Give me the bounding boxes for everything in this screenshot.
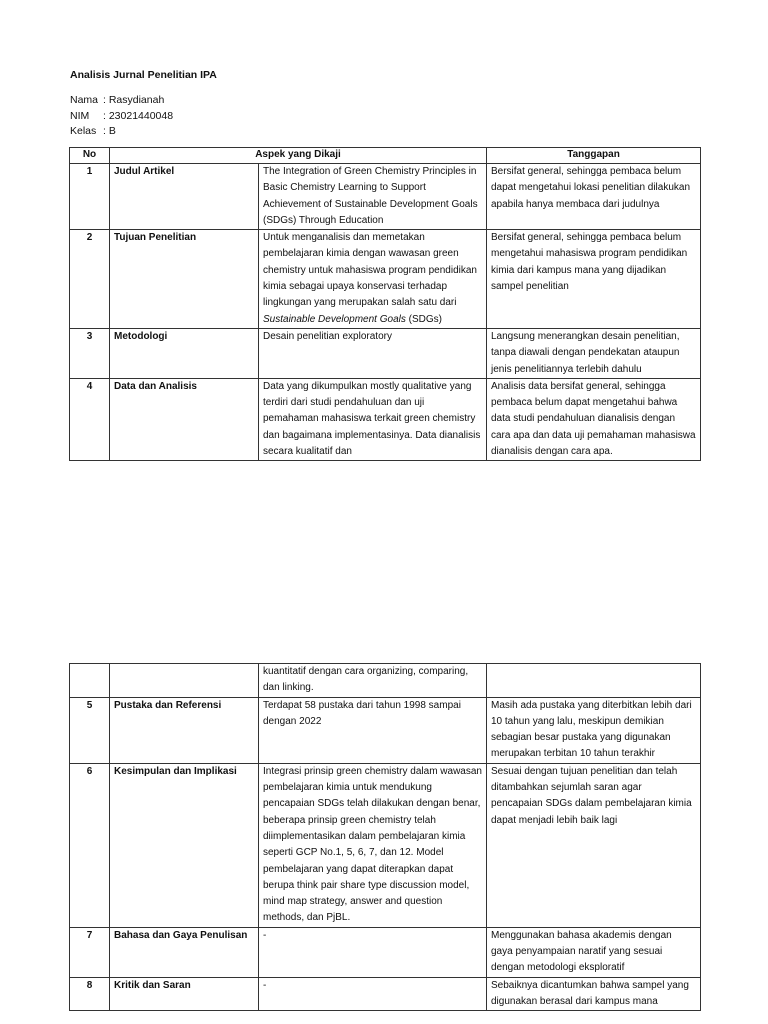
- row-number: 7: [70, 927, 110, 977]
- row-aspect: [110, 664, 259, 698]
- row-aspect: Metodologi: [110, 328, 259, 378]
- row-response: Bersifat general, sehingga pembaca belum dapat mengetahui lokasi penelitian dilakukan apabila hanya membaca dari judulnya: [487, 164, 701, 230]
- analysis-table: [69, 147, 701, 461]
- row-response: Langsung menerangkan desain penelitian, tanpa diawali dengan pendekatan ataupun jenis penelitiannya terlebih dahulu: [487, 328, 701, 378]
- table-header-row: [70, 148, 701, 164]
- info-label: Kelas: [70, 125, 97, 137]
- row-number: 3: [70, 328, 110, 378]
- table-row: [70, 164, 701, 230]
- row-number: 1: [70, 164, 110, 230]
- row-content: kuantitatif dengan cara organizing, comparing, dan linking.: [259, 664, 487, 698]
- row-content: -: [259, 977, 487, 1011]
- row-number: 2: [70, 230, 110, 329]
- table-row: [70, 230, 701, 329]
- info-row-kelas: [70, 124, 173, 140]
- row-response: [487, 664, 701, 698]
- header-tanggapan: Tanggapan: [487, 148, 701, 164]
- table-row: [70, 664, 701, 698]
- row-number: 4: [70, 378, 110, 460]
- student-info: [70, 93, 173, 140]
- info-value: : Rasydianah: [103, 94, 165, 106]
- row-aspect: Bahasa dan Gaya Penulisan: [110, 927, 259, 977]
- row-aspect: Data dan Analisis: [110, 378, 259, 460]
- info-label: Nama: [70, 94, 99, 106]
- row-aspect: Tujuan Penelitian: [110, 230, 259, 329]
- table-row: [70, 977, 701, 1011]
- table-row: [70, 763, 701, 927]
- row-response: Sesuai dengan tujuan penelitian dan telah ditambahkan sejumlah saran agar pencapaian SDGs dalam pembelajaran kimia dapat menjadi lebih baik lagi: [487, 763, 701, 927]
- row-number: [70, 664, 110, 698]
- row-response: Menggunakan bahasa akademis dengan gaya penyampaian naratif yang sesuai dengan metodologi eksploratif: [487, 927, 701, 977]
- info-value: : B: [103, 125, 116, 137]
- header-no: No: [70, 148, 110, 164]
- row-aspect: Kesimpulan dan Implikasi: [110, 763, 259, 927]
- info-row-nim: [70, 109, 173, 125]
- table-row: [70, 927, 701, 977]
- header-aspek: Aspek yang Dikaji: [110, 148, 487, 164]
- row-content: -: [259, 927, 487, 977]
- document-title: Analisis Jurnal Penelitian IPA: [70, 69, 217, 81]
- row-response: Masih ada pustaka yang diterbitkan lebih dari 10 tahun yang lalu, meskipun demikian sebagian besar pustaka yang digunakan merupakan terbitan 10 tahun terakhir: [487, 697, 701, 763]
- row-content: The Integration of Green Chemistry Principles in Basic Chemistry Learning to Support Achievement of Sustainable Development Goals (SDGs) Through Education: [259, 164, 487, 230]
- info-row-nama: [70, 93, 173, 109]
- row-content: Desain penelitian exploratory: [259, 328, 487, 378]
- row-content-text: (SDGs): [405, 313, 442, 325]
- row-response: Analisis data bersifat general, sehingga pembaca belum dapat mengetahui bahwa data studi pendahuluan dianalisis dengan cara apa dan data uji pemahaman mahasiswa dianalisis dengan cara apa.: [487, 378, 701, 460]
- row-content-italic: Sustainable Development Goals: [263, 313, 406, 325]
- row-content: Data yang dikumpulkan mostly qualitative yang terdiri dari studi pendahuluan dan uji pemahaman mahasiswa terkait green chemistry dan bagaimana implementasinya. Data dianalisis secara kualitatif dan: [259, 378, 487, 460]
- row-aspect: Kritik dan Saran: [110, 977, 259, 1011]
- row-aspect: Pustaka dan Referensi: [110, 697, 259, 763]
- table-row: [70, 697, 701, 763]
- info-label: NIM: [70, 109, 90, 122]
- row-number: 5: [70, 697, 110, 763]
- table-row: [70, 378, 701, 460]
- row-aspect: Judul Artikel: [110, 164, 259, 230]
- row-response: Sebaiknya dicantumkan bahwa sampel yang digunakan berasal dari kampus mana: [487, 977, 701, 1011]
- row-content: [259, 230, 487, 329]
- row-number: 8: [70, 977, 110, 1011]
- row-response: Bersifat general, sehingga pembaca belum mengetahui mahasiswa program pendidikan kimia dari kampus mana yang dijadikan sampel penelitian: [487, 230, 701, 329]
- info-value: : 23021440048: [103, 109, 174, 122]
- row-content-text: Untuk menganalisis dan memetakan pembelajaran kimia dengan wawasan green chemistry untuk mahasiswa program pendidikan kimia sebagai upaya konservasi terhadap lingkungan yang merupakan salah satu dari: [263, 232, 477, 309]
- row-content: Integrasi prinsip green chemistry dalam wawasan pembelajaran kimia untuk mendukung pencapaian SDGs telah dilakukan dengan benar, beberapa prinsip green chemistry telah diimplementasikan dalam pembelajaran kimia seperti GCP No.1, 5, 6, 7, dan 12. Model pembelajaran yang dapat diterapkan dapat berupa think pair share type discussion model, mind map strategy, answer and question methods, dan PjBL.: [259, 763, 487, 927]
- row-content: Terdapat 58 pustaka dari tahun 1998 sampai dengan 2022: [259, 697, 487, 763]
- row-number: 6: [70, 763, 110, 927]
- table-row: [70, 328, 701, 378]
- analysis-table-continued: [69, 663, 701, 1011]
